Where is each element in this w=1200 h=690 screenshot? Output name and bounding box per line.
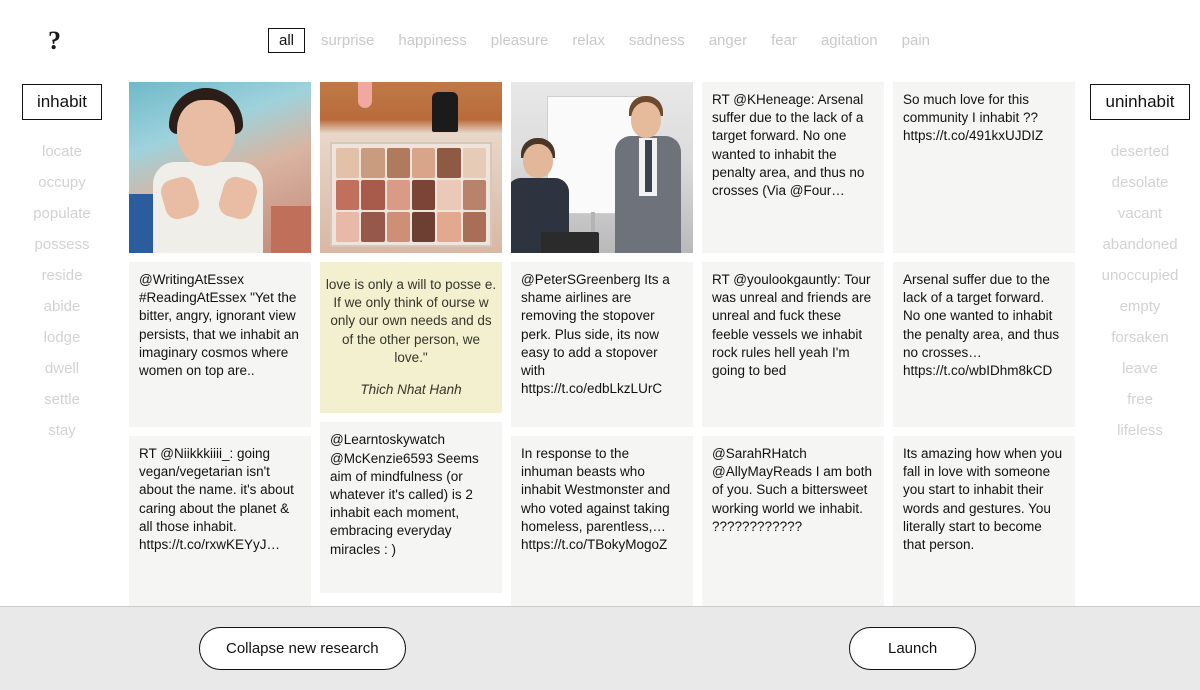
- antonym-lifeless[interactable]: lifeless: [1117, 422, 1163, 439]
- grid-column-5: [893, 82, 1075, 607]
- synonym-populate[interactable]: populate: [33, 205, 91, 222]
- synonym-possess[interactable]: possess: [34, 236, 90, 253]
- antonym-desolate[interactable]: desolate: [1111, 174, 1169, 191]
- collapse-new-research-button[interactable]: Collapse new research: [199, 627, 406, 670]
- tweet-card[interactable]: RT @youlookgauntly: Tour was unreal and friends are unreal and fuck these feeble vessels we inhabit rock rules hell yeah I'm going to bed: [702, 262, 884, 427]
- antonym-deserted[interactable]: deserted: [1110, 143, 1170, 160]
- results-grid: [129, 82, 1080, 607]
- image-card-presentation-whiteboard[interactable]: [511, 82, 693, 253]
- synonym-locate[interactable]: locate: [41, 143, 83, 160]
- tweet-card[interactable]: RT @KHeneage: Arsenal suffer due to the lack of a target forward. No one wanted to inhabit the penalty area, and thus no crosses (Via @Four…: [702, 82, 884, 253]
- antonym-empty[interactable]: empty: [1119, 298, 1161, 315]
- antonym-leave[interactable]: leave: [1122, 360, 1158, 377]
- quote-attribution: Thich Nhat Hanh: [360, 382, 462, 398]
- grid-column-2: [320, 82, 502, 607]
- decorative-shape: [631, 102, 661, 138]
- grid-column-3: [511, 82, 693, 607]
- headword-uninhabit[interactable]: uninhabit: [1090, 84, 1189, 120]
- decorative-shape: [541, 232, 599, 253]
- emotion-filter-pleasure[interactable]: pleasure: [490, 32, 549, 49]
- tweet-card[interactable]: RT @Niikkkiiii_: going vegan/vegetarian isn't about the name. it's about caring about the planet & all those inhabit. https://t.co/rxwKEYyJ…: [129, 436, 311, 607]
- synonym-abide[interactable]: abide: [43, 298, 81, 315]
- tweet-card[interactable]: Arsenal suffer due to the lack of a target forward. No one wanted to inhabit the penalty area, and thus no crosses… https://t.co/wbIDhm8kCD: [893, 262, 1075, 427]
- emotion-filter-surprise[interactable]: surprise: [321, 32, 375, 49]
- antonym-unoccupied[interactable]: unoccupied: [1101, 267, 1179, 284]
- synonym-dwell[interactable]: dwell: [44, 360, 80, 377]
- emotion-filter-all[interactable]: all: [268, 28, 305, 53]
- tweet-card[interactable]: @PeterSGreenberg Its a shame airlines are removing the stopover perk. Plus side, its now easy to add a stopover with https://t.co/edbLkzLUrC: [511, 262, 693, 427]
- emotion-filter-agitation[interactable]: agitation: [820, 32, 878, 49]
- antonym-free[interactable]: free: [1127, 391, 1153, 408]
- image-card-makeup-palette[interactable]: [320, 82, 502, 253]
- image-card-woman-classroom[interactable]: [129, 82, 311, 253]
- emotion-filter-pain[interactable]: pain: [901, 32, 931, 49]
- grid-column-1: [129, 82, 311, 607]
- synonym-column-left: [10, 84, 114, 446]
- tweet-card[interactable]: @WritingAtEssex #ReadingAtEssex "Yet the bitter, angry, ignorant view persists, that we inhabit an imaginary cosmos where women on top are..: [129, 262, 311, 427]
- quote-card[interactable]: [320, 262, 502, 413]
- synonym-column-right: [1088, 84, 1192, 446]
- top-toolbar: [0, 0, 1200, 78]
- launch-button[interactable]: Launch: [849, 627, 976, 670]
- decorative-shape: [336, 148, 486, 242]
- decorative-shape: [271, 206, 311, 253]
- tweet-card[interactable]: Its amazing how when you fall in love with someone you start to inhabit their words and gestures. You literally start to become that person.: [893, 436, 1075, 607]
- emotion-filter-anger[interactable]: anger: [708, 32, 748, 49]
- antonym-vacant[interactable]: vacant: [1117, 205, 1163, 222]
- synonym-lodge[interactable]: lodge: [43, 329, 81, 346]
- tweet-card[interactable]: So much love for this community I inhabit ?? https://t.co/491kxUJDIZ: [893, 82, 1075, 253]
- antonym-abandoned[interactable]: abandoned: [1102, 236, 1178, 253]
- decorative-shape: [177, 100, 235, 166]
- decorative-shape: [645, 140, 652, 192]
- decorative-shape: [358, 82, 372, 108]
- synonym-reside[interactable]: reside: [41, 267, 83, 284]
- headword-inhabit[interactable]: inhabit: [22, 84, 102, 120]
- grid-column-4: [702, 82, 884, 607]
- tweet-card[interactable]: @Learntoskywatch @McKenzie6593 Seems aim of mindfulness (or whatever it's called) is 2 inhabit each moment, embracing everyday miracles : ): [320, 422, 502, 593]
- tweet-card[interactable]: In response to the inhuman beasts who inhabit Westmonster and who voted against taking homeless, parentless,… https://t.co/TBokyMogoZ: [511, 436, 693, 607]
- quote-text: love is only a will to posse e. If we only think of ourse w only our own needs and ds of the other person, we love.": [325, 277, 497, 365]
- emotion-filter-happiness[interactable]: happiness: [398, 32, 467, 49]
- emotion-filter-fear[interactable]: fear: [771, 32, 797, 49]
- tweet-card[interactable]: @SarahRHatch @AllyMayReads I am both of you. Such a bittersweet working world we inhabit. ????????????: [702, 436, 884, 607]
- emotion-filter-bar: [268, 28, 942, 53]
- synonym-occupy[interactable]: occupy: [38, 174, 86, 191]
- synonym-stay[interactable]: stay: [48, 422, 76, 439]
- decorative-shape: [523, 144, 553, 178]
- antonym-forsaken[interactable]: forsaken: [1111, 329, 1169, 346]
- help-icon[interactable]: ?: [48, 26, 61, 55]
- emotion-filter-relax[interactable]: relax: [572, 32, 605, 49]
- decorative-shape: [432, 92, 458, 132]
- synonym-settle[interactable]: settle: [44, 391, 80, 408]
- bottom-toolbar: [0, 606, 1200, 690]
- emotion-filter-sadness[interactable]: sadness: [628, 32, 685, 49]
